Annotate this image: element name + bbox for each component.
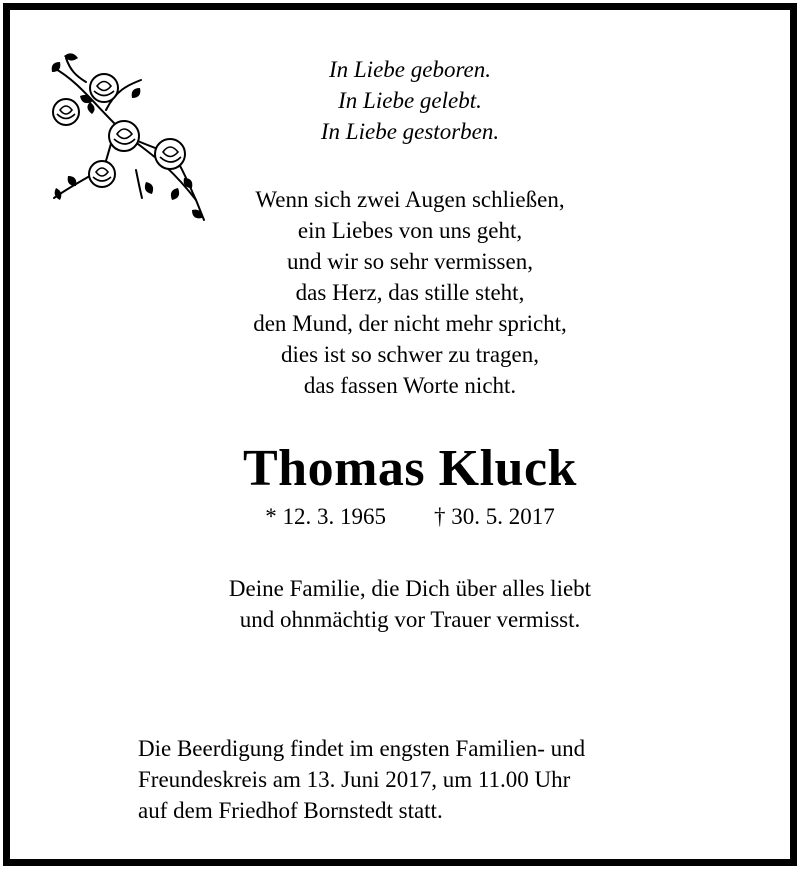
birth-date: * 12. 3. 1965 (265, 504, 386, 529)
motto-line: In Liebe geboren. (328, 57, 492, 82)
funeral-notice-line: Freundeskreis am 13. Juni 2017, um 11.00 Uhr (138, 767, 571, 792)
family-message-line: und ohnmächtig vor Trauer vermisst. (239, 607, 581, 632)
funeral-notice-line: auf dem Friedhof Bornstedt statt. (138, 798, 443, 823)
poem-line: ein Liebes von uns geht, (297, 218, 523, 243)
family-message-line: Deine Familie, die Dich über alles liebt (228, 576, 592, 601)
funeral-notice (138, 733, 698, 826)
poem-line: Wenn sich zwei Augen schließen, (255, 187, 565, 212)
motto-line: In Liebe gestorben. (320, 119, 500, 144)
poem (160, 184, 660, 401)
poem-line: das fassen Worte nicht. (303, 373, 517, 398)
funeral-notice-line: Die Beerdigung findet im engsten Familien- und (138, 736, 586, 761)
death-date: † 30. 5. 2017 (434, 504, 555, 529)
motto-line: In Liebe gelebt. (338, 88, 482, 113)
poem-line: den Mund, der nicht mehr spricht, (253, 311, 567, 336)
poem-line: und wir so sehr vermissen, (287, 249, 533, 274)
life-dates (160, 502, 660, 532)
poem-line: dies ist so schwer zu tragen, (280, 342, 540, 367)
family-message (110, 573, 710, 635)
deceased-name: Thomas Kluck (243, 440, 577, 497)
poem-line: das Herz, das stille steht, (295, 280, 525, 305)
motto (250, 54, 570, 147)
obituary-notice (3, 3, 797, 866)
